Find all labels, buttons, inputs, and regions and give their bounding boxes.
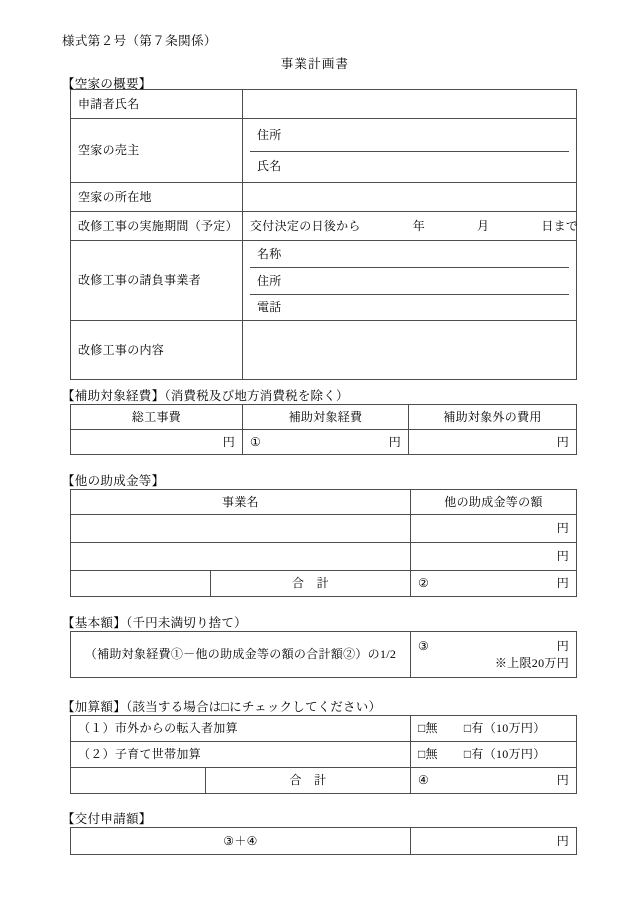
cell-spacer xyxy=(71,768,206,794)
yen-unit: 円 xyxy=(556,639,569,654)
cell-spacer xyxy=(71,571,211,597)
cell-contractor-name[interactable] xyxy=(250,241,569,268)
table-row xyxy=(71,183,577,212)
table-row xyxy=(71,716,577,742)
cell-period-value[interactable] xyxy=(243,212,577,241)
inner-table-contractor xyxy=(250,241,569,320)
inner-row xyxy=(250,268,569,295)
cell-applicant-name-value[interactable] xyxy=(243,90,577,119)
cell-seller-address[interactable] xyxy=(250,120,569,152)
checkbox-childcare-bonus-none[interactable]: □無 xyxy=(418,747,438,762)
table-row xyxy=(71,768,577,794)
inner-row xyxy=(250,120,569,152)
period-lead-text: 交付決定の日後から xyxy=(250,218,361,233)
table-vacant-house xyxy=(70,89,577,380)
table-application-amount xyxy=(70,827,577,855)
checkbox-transfer-bonus-none[interactable]: □無 xyxy=(418,721,438,736)
table-row xyxy=(71,632,577,678)
cell-childcare-bonus-label: （２）子育て世帯加算 xyxy=(71,742,411,768)
yen-unit: 円 xyxy=(556,833,569,848)
table-row xyxy=(71,241,577,321)
marker-4: ④ xyxy=(418,773,430,788)
contractor-phone-label: 電話 xyxy=(257,300,282,315)
inner-row xyxy=(250,295,569,321)
header-ineligible-expenses: 補助対象外の費用 xyxy=(409,405,577,430)
table-other-grants xyxy=(70,489,577,597)
base-amount-cap-note: ※上限20万円 xyxy=(494,655,569,670)
additional-amount-note: （該当する場合は□にチェックしてください） xyxy=(126,700,382,714)
table-base-amount xyxy=(70,631,577,678)
cell-period-label: 改修工事の実施期間（予定） xyxy=(71,212,243,241)
cell-seller-label: 空家の売主 xyxy=(71,119,243,183)
checkbox-transfer-bonus-yes[interactable]: □有（10万円） xyxy=(463,721,546,736)
yen-unit: 円 xyxy=(556,521,569,536)
cell-childcare-bonus-options xyxy=(411,742,577,768)
table-row xyxy=(71,405,577,430)
cell-other-grants-total-label: 合 計 xyxy=(211,571,411,597)
section-label-other-grants: 【他の助成金等】 xyxy=(62,474,165,488)
base-amount-label: 【基本額】 xyxy=(62,616,127,630)
cell-contractor-details xyxy=(243,241,577,321)
section-label-base-amount xyxy=(62,613,247,631)
cell-applicant-name-label: 申請者氏名 xyxy=(71,90,243,119)
yen-unit: 円 xyxy=(556,576,569,591)
table-row xyxy=(71,430,577,455)
yen-unit: 円 xyxy=(388,434,401,449)
cell-contractor-phone[interactable] xyxy=(250,295,569,321)
cell-project-name-1[interactable] xyxy=(71,515,411,543)
header-total-construction-cost: 総工事費 xyxy=(71,405,243,430)
cell-transfer-bonus-options xyxy=(411,716,577,742)
cell-base-amount-value[interactable] xyxy=(411,632,577,678)
eligible-expenses-label: 【補助対象経費】 xyxy=(62,389,165,403)
table-row xyxy=(71,490,577,515)
cell-work-content-value[interactable] xyxy=(243,321,577,380)
marker-2: ② xyxy=(418,576,430,591)
cell-seller-details xyxy=(243,119,577,183)
cell-grant-amount-2[interactable] xyxy=(411,543,577,571)
document-title: 事業計画書 xyxy=(280,57,350,71)
cell-contractor-label: 改修工事の請負事業者 xyxy=(71,241,243,321)
table-row xyxy=(71,543,577,571)
contractor-name-label: 名称 xyxy=(257,246,282,261)
base-amount-note: （千円未満切り捨て） xyxy=(126,616,247,630)
cell-transfer-bonus-label: （１）市外からの転入者加算 xyxy=(71,716,411,742)
table-row xyxy=(71,828,577,855)
section-label-additional-amount xyxy=(62,697,381,715)
cell-ineligible-expenses[interactable] xyxy=(409,430,577,455)
cell-work-content-label: 改修工事の内容 xyxy=(71,321,243,380)
inner-row xyxy=(250,241,569,268)
period-day-label: 日まで xyxy=(541,218,579,233)
inner-row xyxy=(250,151,569,182)
yen-unit: 円 xyxy=(556,434,569,449)
checkbox-childcare-bonus-yes[interactable]: □有（10万円） xyxy=(463,747,546,762)
inner-table-seller xyxy=(250,120,569,182)
form-number: 様式第２号（第７条関係） xyxy=(62,34,217,48)
cell-application-formula: ③＋④ xyxy=(71,828,411,855)
yen-unit: 円 xyxy=(222,434,235,449)
contractor-address-label: 住所 xyxy=(257,273,282,288)
table-row xyxy=(71,321,577,380)
cell-grant-amount-1[interactable] xyxy=(411,515,577,543)
section-label-application-amount: 【交付申請額】 xyxy=(62,812,152,826)
cell-contractor-address[interactable] xyxy=(250,268,569,295)
seller-address-label: 住所 xyxy=(257,127,282,142)
cell-location-value[interactable] xyxy=(243,183,577,212)
table-row xyxy=(71,212,577,241)
cell-other-grants-total-value[interactable] xyxy=(411,571,577,597)
section-label-eligible-expenses xyxy=(62,386,349,404)
period-year-label: 年 xyxy=(412,218,426,233)
cell-application-amount-value[interactable] xyxy=(411,828,577,855)
marker-3: ③ xyxy=(418,639,430,654)
cell-seller-name[interactable] xyxy=(250,151,569,182)
table-eligible-expenses xyxy=(70,404,577,455)
cell-additional-total-label: 合 計 xyxy=(206,768,411,794)
period-month-label: 月 xyxy=(477,218,490,233)
header-project-name: 事業名 xyxy=(71,490,411,515)
cell-base-amount-formula: （補助対象経費①－他の助成金等の額の合計額②）の1/2 xyxy=(71,632,411,678)
yen-unit: 円 xyxy=(556,773,569,788)
table-row xyxy=(71,571,577,597)
table-row xyxy=(71,515,577,543)
cell-total-construction-cost[interactable] xyxy=(71,430,243,455)
cell-location-label: 空家の所在地 xyxy=(71,183,243,212)
table-row xyxy=(71,90,577,119)
header-eligible-expenses: 補助対象経費 xyxy=(243,405,409,430)
marker-1: ① xyxy=(250,434,262,449)
additional-amount-label: 【加算額】 xyxy=(62,700,127,714)
cell-eligible-expenses[interactable] xyxy=(243,430,409,455)
eligible-expenses-note: （消費税及び地方消費税を除く） xyxy=(164,389,349,403)
table-additional-amount xyxy=(70,715,577,794)
yen-unit: 円 xyxy=(556,549,569,564)
table-row xyxy=(71,119,577,183)
section-label-vacant-house: 【空家の概要】 xyxy=(62,77,152,91)
seller-name-label: 氏名 xyxy=(257,159,282,174)
header-other-grant-amount: 他の助成金等の額 xyxy=(411,490,577,515)
table-row xyxy=(71,742,577,768)
cell-additional-total-value[interactable] xyxy=(411,768,577,794)
cell-project-name-2[interactable] xyxy=(71,543,411,571)
